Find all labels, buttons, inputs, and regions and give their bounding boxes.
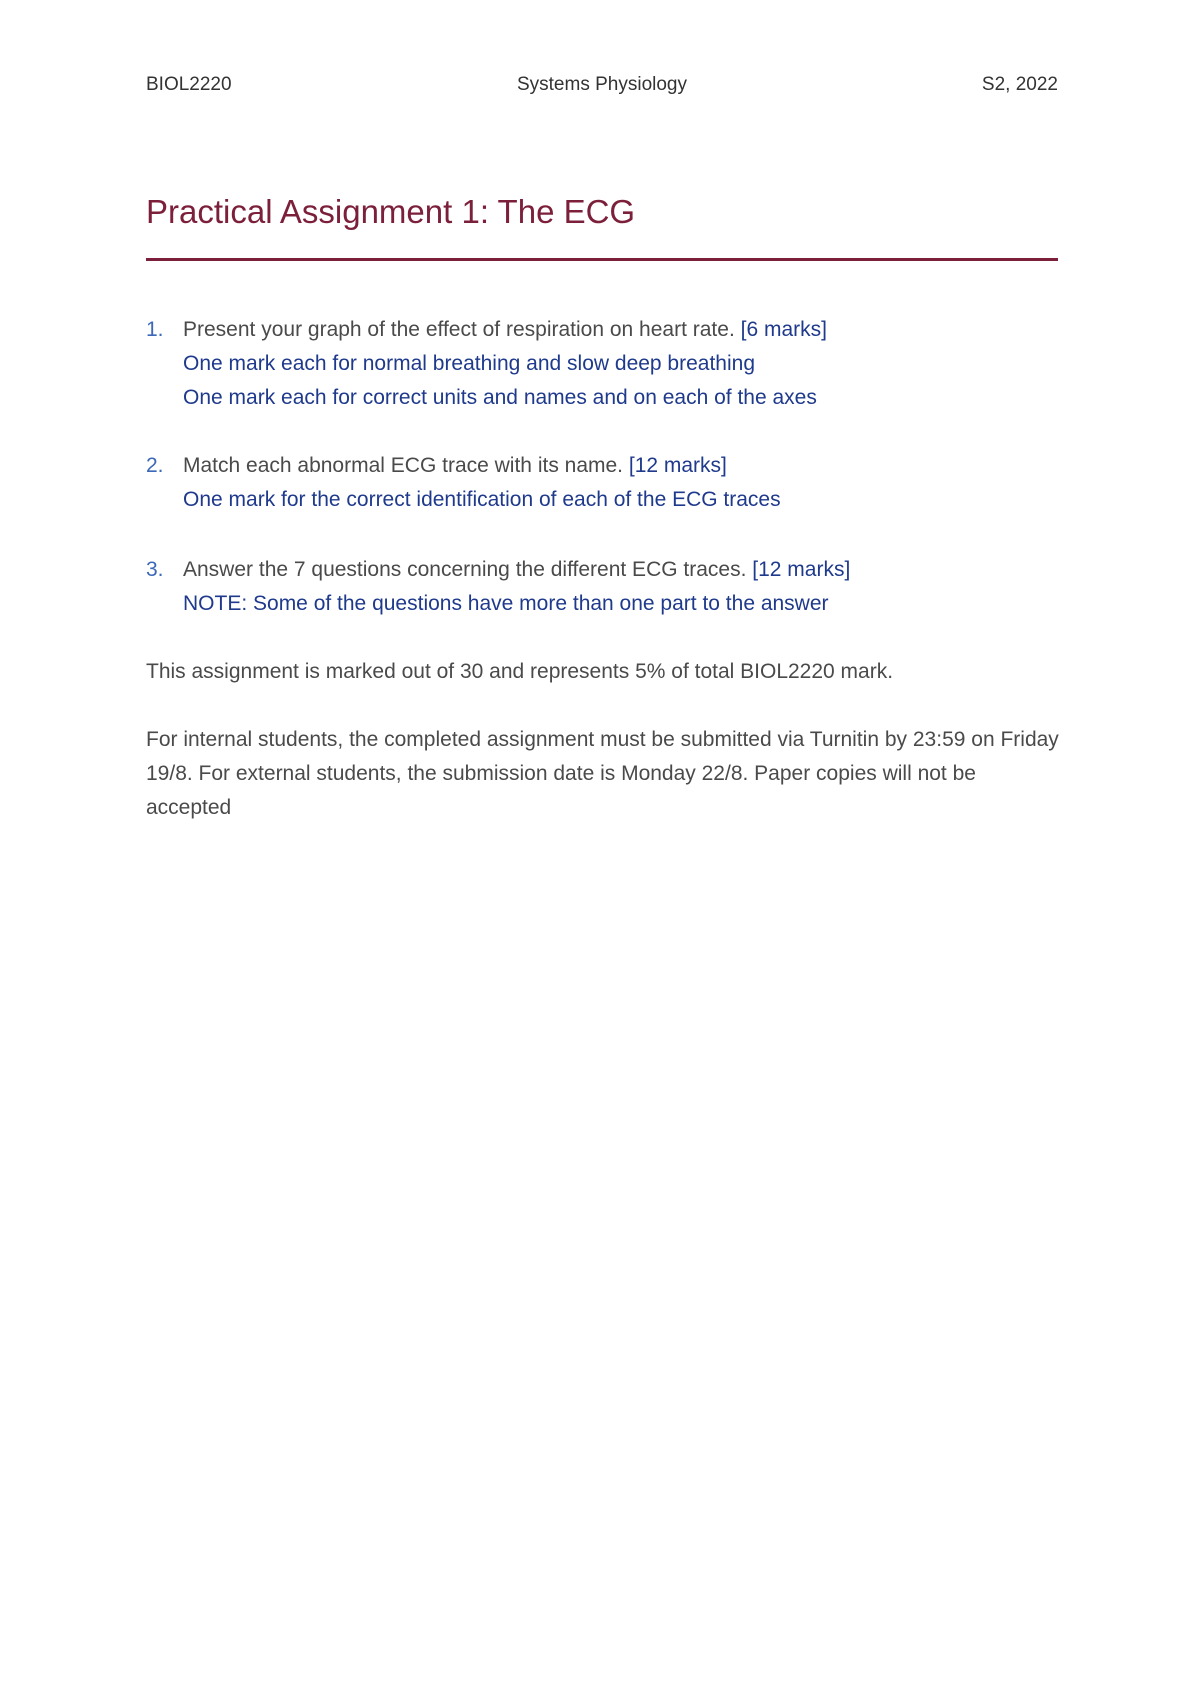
question-line [183,449,1058,483]
list-number: 3. [146,558,164,581]
marking-note: One mark each for normal breathing and slow deep breathing [183,352,756,375]
list-item-body [183,449,1058,517]
list-item-body [183,313,1058,415]
question-text: Match each abnormal ECG trace with its name. [183,454,624,477]
list-number: 2. [146,454,164,477]
semester-label: S2, 2022 [981,74,1058,95]
marks-label: [6 marks] [740,318,827,341]
list-number: 1. [146,318,164,341]
course-name: Systems Physiology [516,74,687,95]
list-item-body [183,553,1058,621]
course-code: BIOL2220 [146,74,232,95]
question-text: Answer the 7 questions concerning the different ECG traces. [183,558,747,581]
marking-note: NOTE: Some of the questions have more than one part to the answer [183,592,829,615]
page-title: Practical Assignment 1: The ECG [146,193,636,230]
marking-note: One mark each for correct units and names and on each of the axes [183,386,817,409]
marking-summary-paragraph: This assignment is marked out of 30 and represents 5% of total BIOL2220 mark. [146,660,894,683]
question-text: Present your graph of the effect of respiration on heart rate. [183,318,735,341]
submission-info-paragraph: For internal students, the completed assignment must be submitted via Turnitin by 23:59 on Friday 19/8. For external students, the submission date is Monday 22/8. Paper copies will not be accepted [146,728,1059,819]
page-header [146,74,1058,100]
marks-label: [12 marks] [752,558,851,581]
question-line [183,553,1058,587]
marks-label: [12 marks] [628,454,727,477]
title-divider [146,258,1058,261]
question-line [183,313,1058,347]
marking-note: One mark for the correct identification of each of the ECG traces [183,488,781,511]
